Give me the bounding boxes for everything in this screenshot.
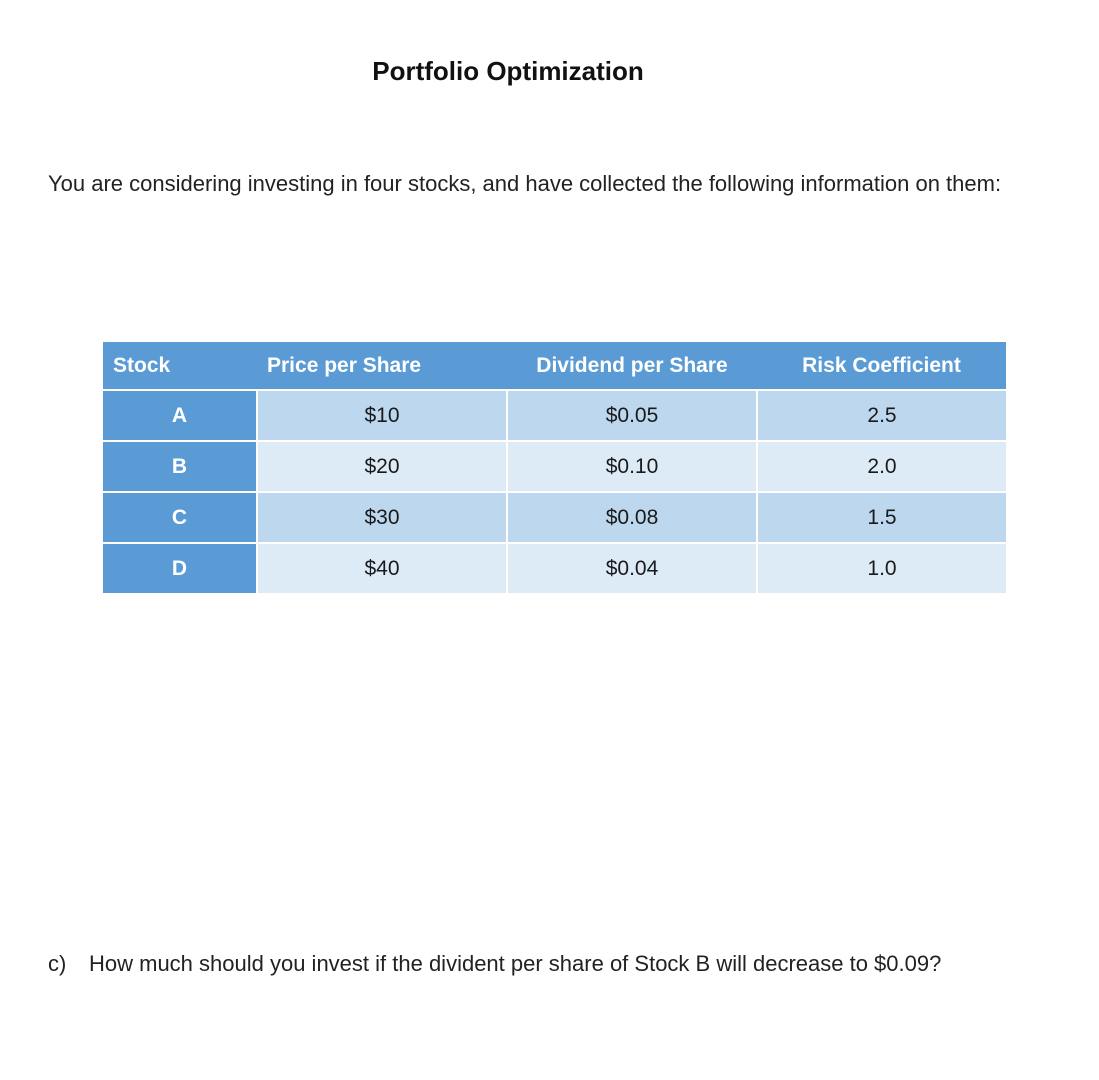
stock-cell: A [103,390,257,441]
header-stock: Stock [103,342,257,390]
question-c [48,940,1048,988]
table-header-row [103,342,1006,390]
question-label: c) [48,951,67,976]
table-row [103,441,1006,492]
intro-paragraph: You are considering investing in four stocks, and have collected the following information on them: [48,171,1002,196]
header-dividend: Dividend per Share [507,342,757,390]
dividend-cell: $0.05 [507,390,757,441]
risk-cell: 1.0 [757,543,1006,593]
header-price: Price per Share [257,342,507,390]
stock-cell: C [103,492,257,543]
risk-cell: 2.5 [757,390,1006,441]
price-cell: $20 [257,441,507,492]
risk-cell: 1.5 [757,492,1006,543]
dividend-cell: $0.10 [507,441,757,492]
price-cell: $30 [257,492,507,543]
price-cell: $40 [257,543,507,593]
stock-cell: B [103,441,257,492]
header-risk: Risk Coefficient [757,342,1006,390]
table-row [103,543,1006,593]
table-row [103,390,1006,441]
dividend-cell: $0.08 [507,492,757,543]
page-title: Portfolio Optimization [372,56,644,86]
dividend-cell: $0.04 [507,543,757,593]
question-text: How much should you invest if the divident per share of Stock B will decrease to $0.09? [89,951,942,976]
price-cell: $10 [257,390,507,441]
stocks-table [103,342,1006,593]
stock-cell: D [103,543,257,593]
table-row [103,492,1006,543]
risk-cell: 2.0 [757,441,1006,492]
